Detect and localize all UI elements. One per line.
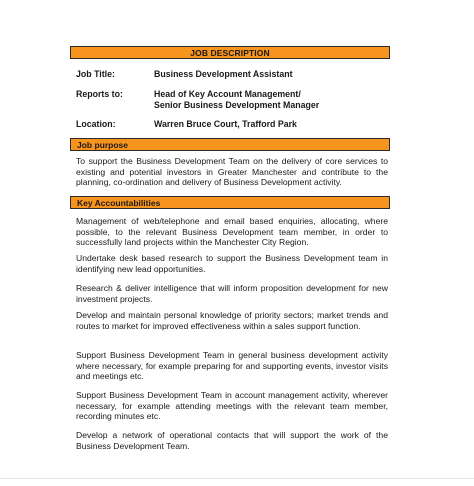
job-title-row xyxy=(76,69,396,80)
header-title: JOB DESCRIPTION xyxy=(190,47,270,58)
job-purpose-heading-text: Job purpose xyxy=(77,139,129,150)
reports-to-line-2: Senior Business Development Manager xyxy=(154,100,320,110)
page-bottom-divider xyxy=(0,478,474,479)
accountability-item: Undertake desk based research to support the Business Development team in identifying new lead opportunities. xyxy=(76,253,388,274)
accountability-item: Develop and maintain personal knowledge of priority sectors; market trends and routes to market for improved effectiveness within a sales support function. xyxy=(76,310,388,331)
reports-to-line-1: Head of Key Account Management/ xyxy=(154,89,301,99)
job-title-label: Job Title: xyxy=(76,69,115,79)
accountability-item: Management of web/telephone and email based enquiries, allocating, where possible, to the relevant Business Development team member, in order to successfully land projects within the Manchester City Region. xyxy=(76,216,388,248)
accountability-item: Support Business Development Team in account management activity, wherever necessary, for example attending meetings with the relevant team member, recording minutes etc. xyxy=(76,390,388,422)
location-row xyxy=(76,119,396,130)
reports-to-value xyxy=(154,89,396,111)
accountability-item: Research & deliver intelligence that will inform proposition development for new investment projects. xyxy=(76,283,388,304)
job-title-value: Business Development Assistant xyxy=(154,69,293,79)
job-purpose-text: To support the Business Development Team on the delivery of core services to existing and potential investors in Greater Manchester and contribute to the planning, co-ordination and delivery of Business Development activity. xyxy=(76,156,388,188)
accountability-item: Support Business Development Team in general business development activity where necessary, for example preparing for and supporting events, investor visits and meetings etc. xyxy=(76,350,388,382)
key-accountabilities-heading xyxy=(70,196,390,209)
accountability-item: Develop a network of operational contacts that will support the work of the Business Development Team. xyxy=(76,430,388,451)
reports-to-label: Reports to: xyxy=(76,89,123,99)
reports-to-row xyxy=(76,89,396,111)
job-purpose-heading xyxy=(70,138,390,151)
location-label: Location: xyxy=(76,119,116,129)
job-description-header xyxy=(70,46,390,59)
key-accountabilities-heading-text: Key Accountabilities xyxy=(77,197,161,208)
location-value: Warren Bruce Court, Trafford Park xyxy=(154,119,297,129)
